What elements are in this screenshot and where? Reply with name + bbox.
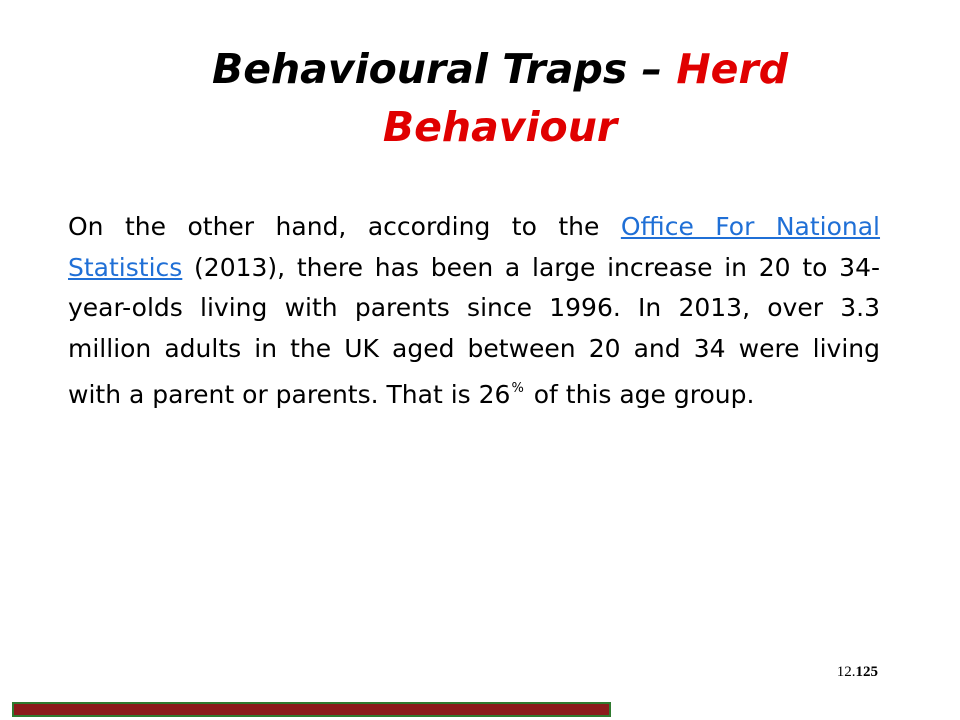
slide-number-value: 125 xyxy=(855,664,878,680)
title-accent: Herd Behaviour xyxy=(382,45,789,151)
title-main: Behavioural Traps – xyxy=(211,45,677,93)
body-intro: On the other hand, according to the xyxy=(68,212,621,241)
ons-link[interactable]: Office For National Statistics xyxy=(68,212,881,282)
slide-number-prefix: 12. xyxy=(836,664,856,680)
percent-sign: % xyxy=(511,381,524,396)
body-paragraph xyxy=(68,207,880,416)
slide-title xyxy=(130,40,870,156)
slide-number xyxy=(837,664,878,681)
footer-bar xyxy=(12,702,611,717)
body-sentence: (2013), there has been a large increase in 20 to 34-year-olds living with parents since 1996. In 2013, over 3.3 million adults in the UK aged between 20 and 34 were living with a parent or parents. That is 26 xyxy=(68,252,880,409)
body-ending: of this age group. xyxy=(525,380,755,409)
